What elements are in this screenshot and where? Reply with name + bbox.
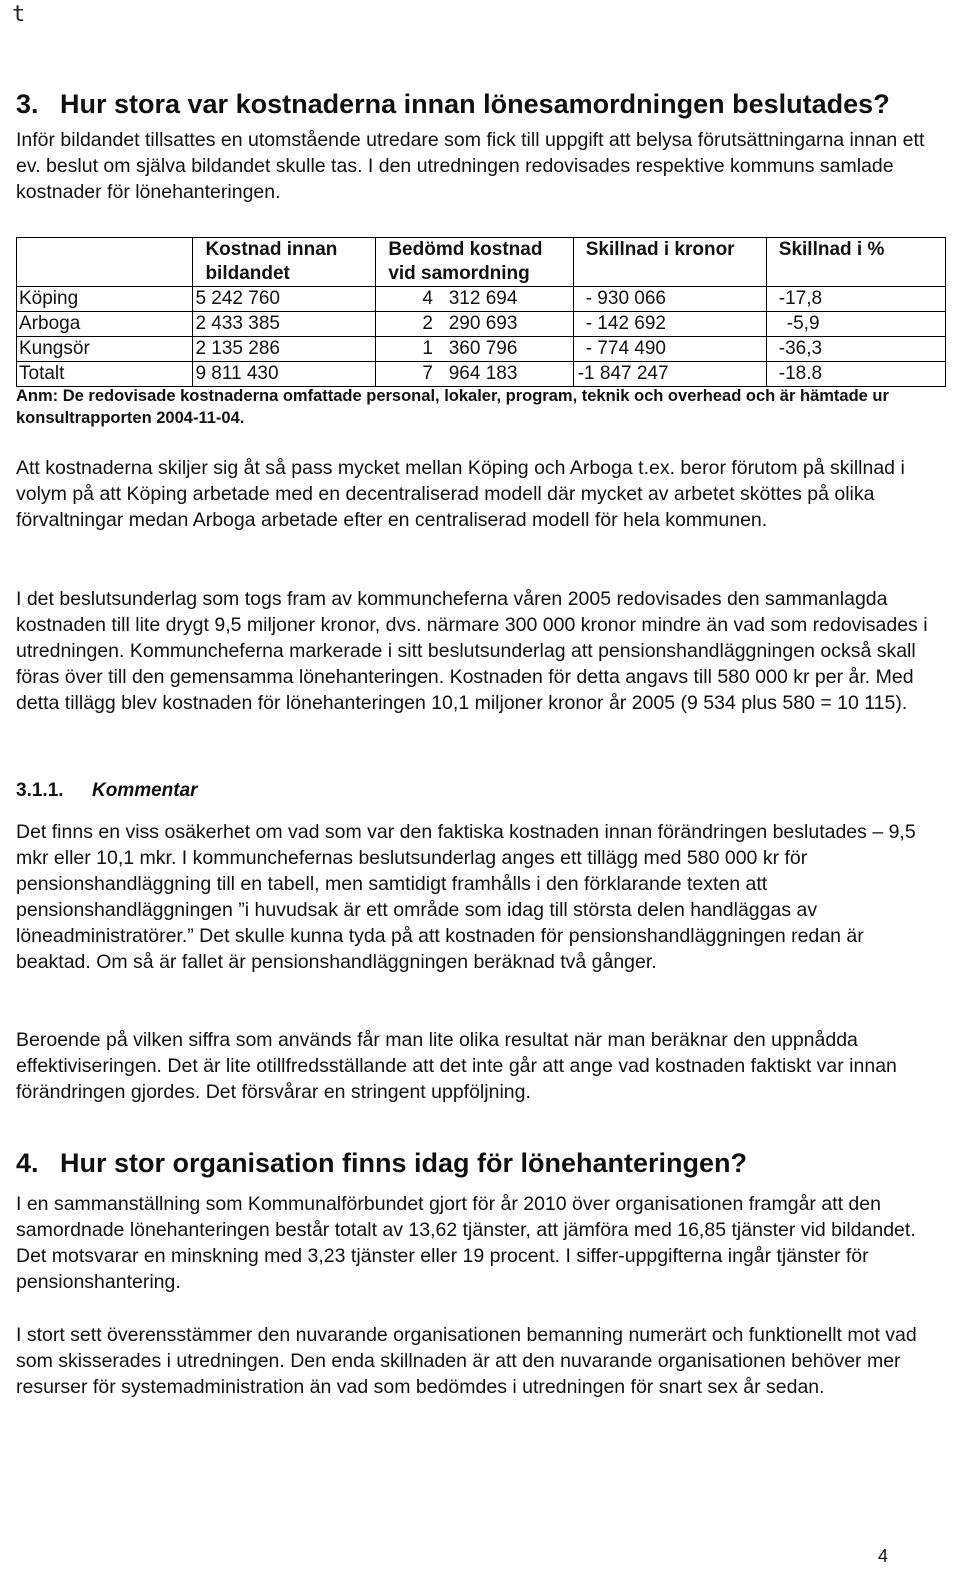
- paragraph: Att kostnaderna skiljer sig åt så pass mycket mellan Köping och Arboga t.ex. beror förutom på skillnad i volym på att Köping arbetade med en decentraliserad modell där mycket av arbetet sköttes på olika förvaltningar medan Arboga arbetade efter en centraliserad modell för hela kommunen.: [16, 457, 905, 531]
- section-3-title: Hur stora var kostnaderna innan lönesamordningen beslutades?: [60, 89, 890, 119]
- paragraph: Det finns en viss osäkerhet om vad som var den faktiska kostnaden innan förändringen beslutades – 9,5 mkr eller 10,1 mkr. I kommunchefernas beslutsunderlag anges ett tillägg med 580 000 kr för pensionshandläggning till en tabell, men samtidigt framhålls i den förklarande texten att pensionshandläggningen ”i huvudsak är ett område som idag till största delen handläggas av löneadministratörer.” Det skulle kunna tyda på att kostnaden för pensionshandläggningen redan är beaktad. Om så är fallet är pensionshandläggningen beräknad två gånger.: [16, 821, 916, 973]
- subsection-title: Kommentar: [92, 780, 198, 801]
- table-cell: -36,3: [766, 337, 945, 362]
- table-cell: 9 811 430: [193, 362, 376, 387]
- section-4-heading: [16, 1147, 941, 1179]
- table-row: [17, 337, 946, 362]
- table-header-cell: Kostnad innan bildandet: [193, 238, 376, 287]
- table-note: Anm: De redovisade kostnaderna omfattade personal, lokaler, program, teknik och overhead och är hämtade ur konsultrapporten 2004-11-04.: [16, 387, 889, 427]
- table-cell: Kungsör: [17, 337, 193, 362]
- section-3-heading: [16, 88, 890, 120]
- subsection-number: 3.1.1.: [16, 780, 64, 801]
- table-cell: -17,8: [766, 287, 945, 312]
- table-cell: 2 433 385: [193, 312, 376, 337]
- table-cell: -18.8: [766, 362, 945, 387]
- section-4-title: Hur stor organisation finns idag för lönehanteringen?: [60, 1148, 748, 1178]
- table-header-cell: [17, 238, 193, 287]
- table-header-row: [17, 238, 946, 287]
- table-row: [17, 362, 946, 387]
- section-3-number: 3.: [16, 89, 39, 119]
- page-number: 4: [877, 1546, 888, 1566]
- table-cell: - 142 692: [573, 312, 766, 337]
- paragraph: I stort sett överensstämmer den nuvarande organisationen bemanning numerärt och funktionellt mot vad som skisserades i utredningen. Den enda skillnaden är att den nuvarande organisationen behöver mer resurser för systemadministration än vad som bedömdes i utredningen för snart sex år sedan.: [16, 1324, 917, 1398]
- table-cell: 5 242 760: [193, 287, 376, 312]
- table-cell: 2 290 693: [376, 312, 573, 337]
- table-cell: -1 847 247: [573, 362, 766, 387]
- table-header-cell: Skillnad i %: [766, 238, 945, 287]
- paragraph: I det beslutsunderlag som togs fram av kommuncheferna våren 2005 redovisades den sammanlagda kostnaden till lite drygt 9,5 miljoner kronor, dvs. närmare 300 000 kronor mindre än vad som redovisades i utredningen. Kommuncheferna markerade i sitt beslutsunderlag att pensionshandläggningen också skall föras över till den gemensamma lönehanteringen. Kostnaden för detta angavs till 580 000 kr per år. Med detta tillägg blev kostnaden för lönehanteringen 10,1 miljoner kronor år 2005 (9 534 plus 580 = 10 115).: [16, 588, 928, 714]
- table-cell: 7 964 183: [376, 362, 573, 387]
- table-cell: Totalt: [17, 362, 193, 387]
- corner-mark: t: [12, 2, 26, 27]
- table-row: [17, 287, 946, 312]
- table-cell: - 930 066: [573, 287, 766, 312]
- section-3-intro: Inför bildandet tillsattes en utomstående utredare som fick till uppgift att belysa förutsättningarna innan ett ev. beslut om själva bildandet skulle tas. I den utredningen redovisades respektive kommuns samlade kostnader för lönehanteringen.: [16, 129, 925, 203]
- section-4-number: 4.: [16, 1148, 39, 1178]
- table-cell: 1 360 796: [376, 337, 573, 362]
- table-header-cell: Skillnad i kronor: [573, 238, 766, 287]
- table-row: [17, 312, 946, 337]
- subsection-heading: [16, 780, 198, 802]
- table-cell: - 774 490: [573, 337, 766, 362]
- table-cell: Köping: [17, 287, 193, 312]
- table-cell: 4 312 694: [376, 287, 573, 312]
- paragraph: Beroende på vilken siffra som används får man lite olika resultat när man beräknar den uppnådda effektiviseringen. Det är lite otillfredsställande att det inte går att ange vad kostnaden faktiskt var innan förändringen gjordes. Det försvårar en stringent uppföljning.: [16, 1029, 897, 1103]
- cost-table: [16, 237, 946, 387]
- table-header-cell: Bedömd kostnad vid samordning: [376, 238, 573, 287]
- table-cell: Arboga: [17, 312, 193, 337]
- table-cell: -5,9: [766, 312, 945, 337]
- paragraph: I en sammanställning som Kommunalförbundet gjort för år 2010 över organisationen framgår att den samordnade lönehanteringen består totalt av 13,62 tjänster, att jämföra med 16,85 tjänster vid bildandet. Det motsvarar en minskning med 3,23 tjänster eller 19 procent. I siffer-uppgifterna ingår tjänster för pensionshantering.: [16, 1193, 916, 1293]
- table-cell: 2 135 286: [193, 337, 376, 362]
